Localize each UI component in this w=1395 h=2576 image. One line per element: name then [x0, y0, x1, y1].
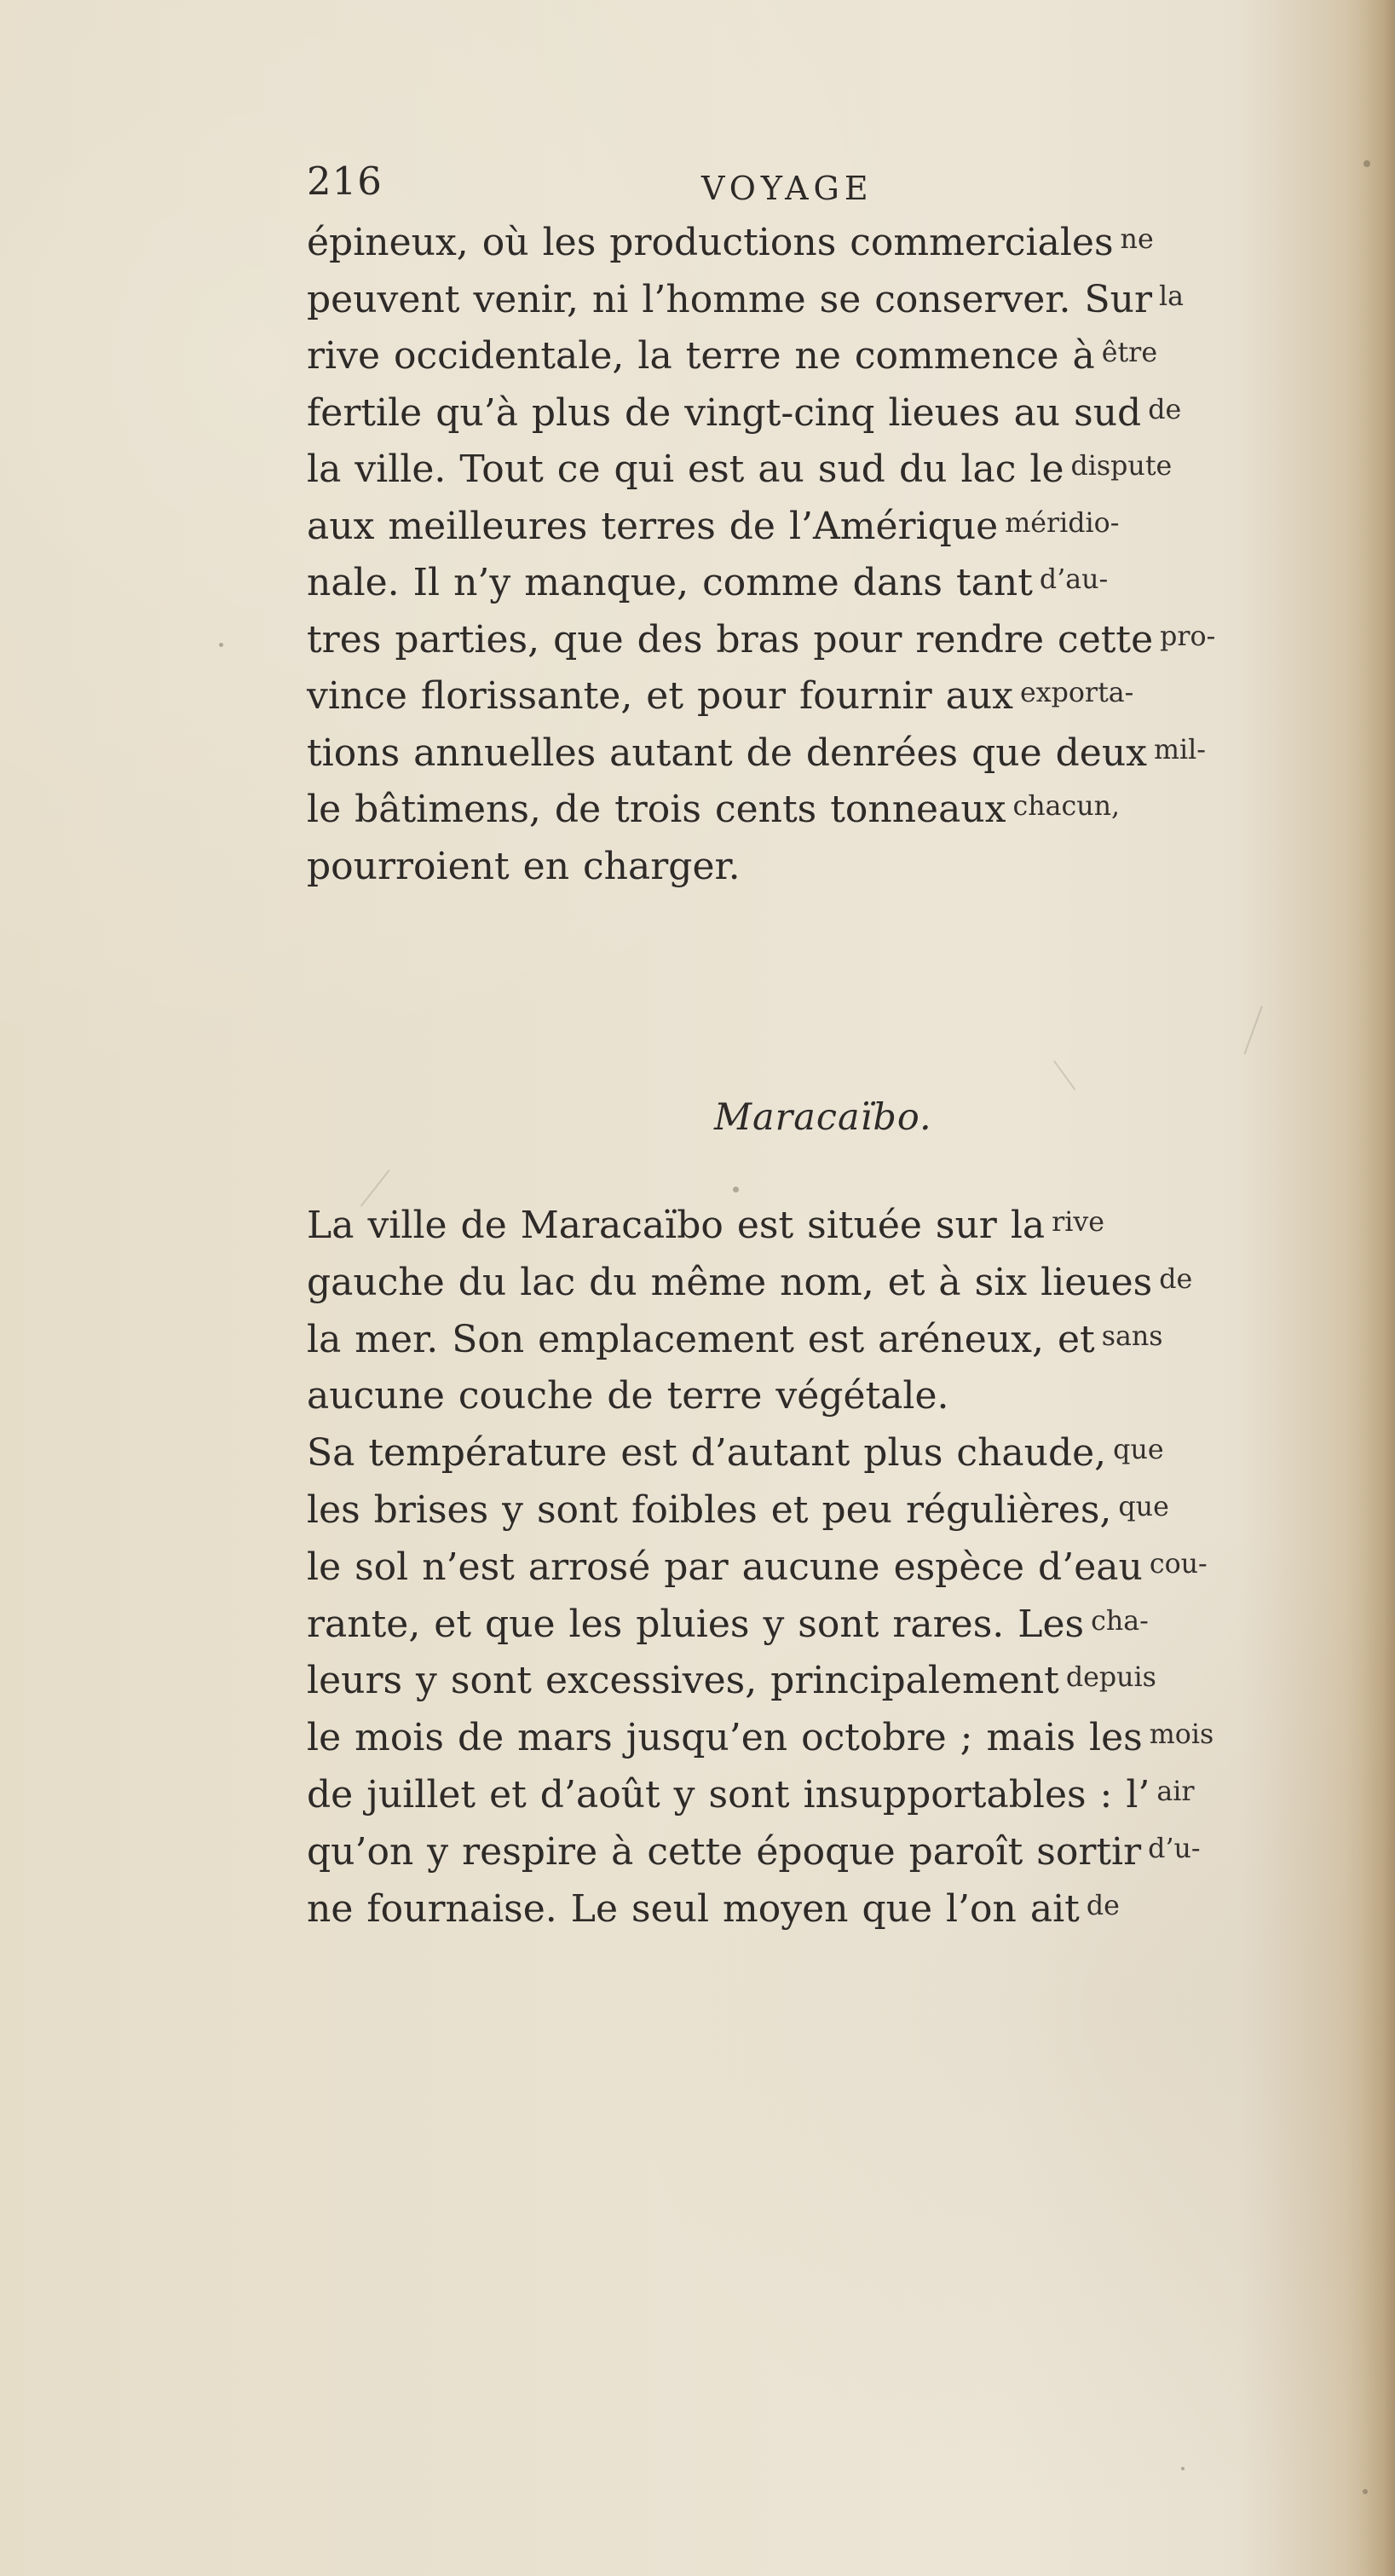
line-main: vince florissante, et pour fournir aux	[307, 674, 1013, 718]
text-line	[307, 1424, 1395, 1481]
line-tail: depuis	[1065, 1662, 1156, 1694]
line-main: de juillet et d’août y sont insupportables : l’	[307, 1772, 1150, 1816]
line-tail: mil-	[1153, 734, 1206, 765]
line-main: aucune couche de terre végétale.	[307, 1374, 949, 1418]
text-line	[307, 1538, 1395, 1595]
text-line	[307, 326, 1395, 384]
page-number: 216	[307, 159, 383, 204]
line-tail: ne	[1120, 224, 1154, 255]
line-main: la ville. Tout ce qui est au sud du lac le	[307, 448, 1064, 491]
line-tail: d’u-	[1148, 1833, 1201, 1864]
line-main: rante, et que les pluies y sont rares. Les	[307, 1602, 1085, 1646]
section-title: Maracaïbo.	[714, 1096, 932, 1139]
text-line	[307, 667, 1395, 724]
line-tail: pro-	[1160, 621, 1216, 652]
ink-speck	[219, 643, 223, 647]
line-tail: être	[1101, 338, 1158, 368]
line-tail: méridio-	[1005, 507, 1120, 539]
line-tail: que	[1113, 1435, 1164, 1466]
text-line	[307, 724, 1395, 781]
line-main: le bâtimens, de trois cents tonneaux	[307, 788, 1006, 831]
text-line	[307, 837, 1395, 894]
text-line	[307, 1481, 1395, 1538]
text-line	[307, 1651, 1395, 1708]
line-main: le mois de mars jusqu’en octobre ; mais les	[307, 1716, 1143, 1760]
line-tail: chacun,	[1012, 791, 1121, 822]
text-line	[307, 1310, 1395, 1367]
ink-speck	[1181, 2467, 1185, 2470]
line-main: la mer. Son emplacement est aréneux, et	[307, 1317, 1095, 1361]
text-line	[307, 1595, 1395, 1652]
line-tail: de	[1086, 1890, 1120, 1921]
text-line	[307, 610, 1395, 667]
page-mark	[1243, 1006, 1262, 1054]
text-line	[307, 553, 1395, 610]
text-line	[307, 270, 1395, 327]
ink-speck	[1363, 2489, 1368, 2494]
text-line	[307, 1708, 1395, 1765]
line-tail: dispute	[1070, 451, 1173, 482]
line-main: leurs y sont excessives, principalement	[307, 1659, 1059, 1703]
line-main: ne fournaise. Le seul moyen que l’on ait	[307, 1886, 1080, 1931]
line-tail: de	[1159, 1263, 1193, 1295]
ink-speck	[733, 1187, 739, 1193]
line-tail: que	[1118, 1491, 1169, 1522]
line-tail: cou-	[1149, 1548, 1208, 1580]
text-block-bottom	[307, 1196, 1395, 1936]
line-main: fertile qu’à plus de vingt-cinq lieues au sud	[307, 390, 1142, 435]
line-main: qu’on y respire à cette époque paroît sortir	[307, 1829, 1142, 1874]
text-line	[307, 1880, 1395, 1937]
text-line	[307, 1366, 1395, 1424]
text-line	[307, 1822, 1395, 1880]
line-main: rive occidentale, la terre ne commence à	[307, 334, 1095, 378]
line-tail: cha-	[1091, 1605, 1149, 1637]
text-line	[307, 1765, 1395, 1822]
line-main: aux meilleures terres de l’Amérique	[307, 504, 999, 548]
ink-speck	[1363, 160, 1370, 167]
line-main: tions annuelles autant de denrées que deux	[307, 731, 1147, 775]
text-line	[307, 1196, 1395, 1253]
text-line	[307, 440, 1395, 497]
line-main: les brises y sont foibles et peu régulières,	[307, 1487, 1112, 1532]
text-line	[307, 384, 1395, 441]
line-tail: la	[1159, 280, 1185, 312]
line-tail: air	[1156, 1776, 1195, 1807]
line-tail: rive	[1052, 1207, 1105, 1238]
line-tail: d’au-	[1039, 564, 1109, 595]
running-head: VOYAGE	[701, 170, 873, 207]
line-main: le sol n’est arrosé par aucune espèce d’eau	[307, 1545, 1143, 1589]
line-tail: sans	[1101, 1320, 1163, 1352]
line-main: pourroient en charger.	[307, 844, 741, 888]
line-main: peuvent venir, ni l’homme se conserver. Sur	[307, 277, 1152, 321]
page-mark	[1053, 1060, 1075, 1090]
text-block-top	[307, 213, 1395, 893]
line-main: gauche du lac du même nom, et à six lieues	[307, 1260, 1153, 1304]
line-main: nale. Il n’y manque, comme dans tant	[307, 561, 1033, 604]
line-main: Sa température est d’autant plus chaude,	[307, 1431, 1107, 1476]
text-line	[307, 780, 1395, 837]
text-line	[307, 213, 1395, 270]
line-main: épineux, où les productions commerciales	[307, 221, 1114, 264]
line-tail: mois	[1149, 1719, 1214, 1751]
line-main: La ville de Maracaïbo est située sur la	[307, 1204, 1046, 1247]
line-main: tres parties, que des bras pour rendre cette	[307, 617, 1154, 661]
text-line	[307, 497, 1395, 554]
line-tail: exporta-	[1019, 678, 1134, 708]
line-tail: de	[1148, 394, 1182, 425]
text-line	[307, 1253, 1395, 1310]
